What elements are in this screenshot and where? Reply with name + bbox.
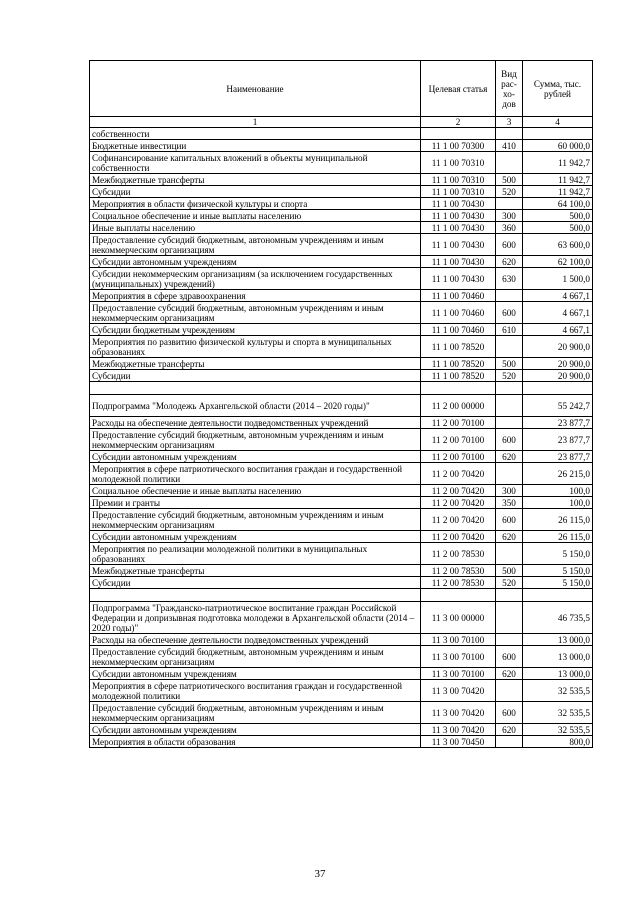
row-expense-type <box>496 602 523 634</box>
row-sum: 26 115,0 <box>523 531 593 543</box>
row-expense-type: 620 <box>496 451 523 463</box>
row-target-code: 11 2 00 78530 <box>421 543 496 565</box>
row-expense-type: 600 <box>496 234 523 256</box>
table-row <box>90 256 593 268</box>
row-target-code <box>421 382 496 395</box>
table-row <box>90 509 593 531</box>
row-sum: 4 667,1 <box>523 324 593 336</box>
table-row <box>90 395 593 417</box>
row-sum: 5 150,0 <box>523 577 593 589</box>
row-target-code: 11 2 00 70420 <box>421 509 496 531</box>
table-row <box>90 724 593 736</box>
table-row <box>90 417 593 429</box>
row-expense-type: 520 <box>496 186 523 198</box>
table-row <box>90 463 593 485</box>
row-target-code: 11 3 00 70420 <box>421 724 496 736</box>
row-expense-type: 300 <box>496 210 523 222</box>
row-sum: 100,0 <box>523 497 593 509</box>
row-target-code: 11 2 00 70100 <box>421 429 496 451</box>
row-expense-type <box>496 290 523 302</box>
row-expense-type: 620 <box>496 724 523 736</box>
row-target-code: 11 2 00 00000 <box>421 395 496 417</box>
row-expense-type: 620 <box>496 668 523 680</box>
table-row <box>90 128 593 140</box>
table-row <box>90 210 593 222</box>
table-row <box>90 358 593 370</box>
table-row <box>90 485 593 497</box>
row-sum: 5 150,0 <box>523 565 593 577</box>
row-target-code: 11 2 00 78530 <box>421 565 496 577</box>
header-sum: Сумма, тыс. рублей <box>523 61 593 117</box>
row-name: Предоставление субсидий бюджетным, автономным учреждениям и иным некоммерческим организациям <box>90 509 421 531</box>
table-row <box>90 186 593 198</box>
row-expense-type <box>496 589 523 602</box>
row-name: Субсидии <box>90 186 421 198</box>
row-name: Субсидии автономным учреждениям <box>90 531 421 543</box>
row-name: Субсидии бюджетным учреждениям <box>90 324 421 336</box>
row-expense-type: 630 <box>496 268 523 290</box>
row-sum: 13 000,0 <box>523 646 593 668</box>
row-target-code: 11 3 00 70420 <box>421 680 496 702</box>
table-row <box>90 577 593 589</box>
row-name: Межбюджетные трансферты <box>90 358 421 370</box>
row-name: Субсидии автономным учреждениям <box>90 724 421 736</box>
row-sum: 500,0 <box>523 222 593 234</box>
row-expense-type <box>496 543 523 565</box>
row-sum: 32 535,5 <box>523 702 593 724</box>
table-row <box>90 234 593 256</box>
row-target-code: 11 1 00 70300 <box>421 140 496 152</box>
table-row <box>90 152 593 174</box>
row-sum: 20 900,0 <box>523 336 593 358</box>
row-sum: 32 535,5 <box>523 724 593 736</box>
row-target-code: 11 2 00 78530 <box>421 577 496 589</box>
table-row <box>90 382 593 395</box>
row-name: Мероприятия в сфере здравоохранения <box>90 290 421 302</box>
row-expense-type <box>496 382 523 395</box>
table-row <box>90 290 593 302</box>
row-name: Социальное обеспечение и иные выплаты населению <box>90 485 421 497</box>
row-expense-type <box>496 198 523 210</box>
row-expense-type <box>496 680 523 702</box>
budget-table <box>89 60 593 748</box>
row-target-code: 11 1 00 78520 <box>421 336 496 358</box>
row-sum: 23 877,7 <box>523 417 593 429</box>
table-row <box>90 736 593 748</box>
table-row <box>90 336 593 358</box>
table-row <box>90 543 593 565</box>
table-row <box>90 302 593 324</box>
row-sum: 46 735,5 <box>523 602 593 634</box>
table-row <box>90 370 593 382</box>
row-expense-type <box>496 463 523 485</box>
row-target-code: 11 2 00 70420 <box>421 463 496 485</box>
row-target-code: 11 1 00 78520 <box>421 370 496 382</box>
row-name: Предоставление субсидий бюджетным, автономным учреждениям и иным некоммерческим организациям <box>90 429 421 451</box>
column-number: 4 <box>523 117 593 128</box>
row-name: Предоставление субсидий бюджетным, автономным учреждениям и иным некоммерческим организациям <box>90 302 421 324</box>
row-name: Иные выплаты населению <box>90 222 421 234</box>
row-sum: 20 900,0 <box>523 370 593 382</box>
row-expense-type: 600 <box>496 702 523 724</box>
row-name: Мероприятия по развитию физической культуры и спорта в муниципальных образованиях <box>90 336 421 358</box>
row-expense-type <box>496 736 523 748</box>
table-row <box>90 174 593 186</box>
row-sum: 4 667,1 <box>523 290 593 302</box>
row-sum: 1 500,0 <box>523 268 593 290</box>
table-body <box>90 128 593 748</box>
table-row <box>90 680 593 702</box>
table-row <box>90 634 593 646</box>
row-target-code: 11 3 00 70420 <box>421 702 496 724</box>
row-sum: 4 667,1 <box>523 302 593 324</box>
row-target-code: 11 3 00 70100 <box>421 634 496 646</box>
row-target-code: 11 2 00 70100 <box>421 417 496 429</box>
row-target-code: 11 1 00 70460 <box>421 324 496 336</box>
row-name: Межбюджетные трансферты <box>90 174 421 186</box>
row-name: Мероприятия в области физической культуры и спорта <box>90 198 421 210</box>
row-expense-type <box>496 634 523 646</box>
row-expense-type: 520 <box>496 370 523 382</box>
row-target-code: 11 1 00 70430 <box>421 256 496 268</box>
row-target-code: 11 1 00 70430 <box>421 198 496 210</box>
row-expense-type: 360 <box>496 222 523 234</box>
table-row <box>90 268 593 290</box>
row-sum: 800,0 <box>523 736 593 748</box>
row-expense-type: 600 <box>496 509 523 531</box>
row-sum: 11 942,7 <box>523 152 593 174</box>
row-sum: 32 535,5 <box>523 680 593 702</box>
row-name: собственности <box>90 128 421 140</box>
row-expense-type: 500 <box>496 174 523 186</box>
row-name: Расходы на обеспечение деятельности подведомственных учреждений <box>90 634 421 646</box>
row-target-code: 11 3 00 70100 <box>421 646 496 668</box>
row-name: Субсидии автономным учреждениям <box>90 256 421 268</box>
row-name: Софинансирование капитальных вложений в объекты муниципальной собственности <box>90 152 421 174</box>
row-name: Субсидии некоммерческим организациям (за исключением государственных (муниципальных) учреждений) <box>90 268 421 290</box>
table-row <box>90 451 593 463</box>
row-sum: 100,0 <box>523 485 593 497</box>
row-sum: 60 000,0 <box>523 140 593 152</box>
column-number: 1 <box>90 117 421 128</box>
row-name <box>90 382 421 395</box>
row-expense-type: 620 <box>496 256 523 268</box>
table-row <box>90 222 593 234</box>
column-number-row <box>90 117 593 128</box>
header-row <box>90 61 593 117</box>
row-name: Бюджетные инвестиции <box>90 140 421 152</box>
row-expense-type <box>496 395 523 417</box>
row-target-code: 11 1 00 70430 <box>421 222 496 234</box>
row-name: Социальное обеспечение и иные выплаты населению <box>90 210 421 222</box>
row-sum: 26 115,0 <box>523 509 593 531</box>
row-expense-type <box>496 417 523 429</box>
row-target-code <box>421 128 496 140</box>
header-expense-type: Вид рас-хо-дов <box>496 61 523 117</box>
table-row <box>90 589 593 602</box>
row-target-code: 11 2 00 70420 <box>421 497 496 509</box>
row-expense-type: 300 <box>496 485 523 497</box>
row-name: Мероприятия в сфере патриотического воспитания граждан и государственной молодежной политики <box>90 463 421 485</box>
row-sum: 5 150,0 <box>523 543 593 565</box>
row-target-code: 11 3 00 70100 <box>421 668 496 680</box>
row-name: Межбюджетные трансферты <box>90 565 421 577</box>
row-name: Субсидии автономным учреждениям <box>90 451 421 463</box>
row-name: Расходы на обеспечение деятельности подведомственных учреждений <box>90 417 421 429</box>
row-sum <box>523 128 593 140</box>
row-sum: 500,0 <box>523 210 593 222</box>
row-target-code: 11 1 00 70310 <box>421 186 496 198</box>
table-row <box>90 198 593 210</box>
row-expense-type: 410 <box>496 140 523 152</box>
table-row <box>90 646 593 668</box>
header-name: Наименование <box>90 61 421 117</box>
row-expense-type: 600 <box>496 302 523 324</box>
row-sum: 11 942,7 <box>523 174 593 186</box>
row-expense-type <box>496 336 523 358</box>
table-row <box>90 702 593 724</box>
table-row <box>90 324 593 336</box>
column-number: 3 <box>496 117 523 128</box>
table-row <box>90 668 593 680</box>
row-target-code: 11 1 00 70430 <box>421 268 496 290</box>
row-target-code: 11 1 00 78520 <box>421 358 496 370</box>
row-sum: 62 100,0 <box>523 256 593 268</box>
row-sum: 13 000,0 <box>523 668 593 680</box>
row-target-code: 11 1 00 70460 <box>421 302 496 324</box>
row-target-code <box>421 589 496 602</box>
page-number: 37 <box>314 868 326 880</box>
row-name: Подпрограмма "Молодежь Архангельской области (2014 – 2020 годы)" <box>90 395 421 417</box>
row-expense-type: 600 <box>496 646 523 668</box>
row-target-code: 11 3 00 00000 <box>421 602 496 634</box>
row-target-code: 11 1 00 70310 <box>421 174 496 186</box>
row-name: Субсидии <box>90 577 421 589</box>
table-row <box>90 429 593 451</box>
row-expense-type: 620 <box>496 531 523 543</box>
row-sum: 63 600,0 <box>523 234 593 256</box>
row-expense-type <box>496 128 523 140</box>
row-sum <box>523 382 593 395</box>
row-name: Субсидии автономным учреждениям <box>90 668 421 680</box>
row-name: Мероприятия по реализации молодежной политики в муниципальных образованиях <box>90 543 421 565</box>
row-name: Предоставление субсидий бюджетным, автономным учреждениям и иным некоммерческим организациям <box>90 234 421 256</box>
row-name <box>90 589 421 602</box>
row-sum: 55 242,7 <box>523 395 593 417</box>
table-row <box>90 531 593 543</box>
row-sum: 23 877,7 <box>523 429 593 451</box>
header-target: Целевая статья <box>421 61 496 117</box>
row-target-code: 11 3 00 70450 <box>421 736 496 748</box>
row-name: Подпрограмма "Гражданско-патриотическое воспитание граждан Российской Федерации и допризывная подготовка молодежи в Архангельской области (2014 – 2020 годы)" <box>90 602 421 634</box>
row-name: Мероприятия в сфере патриотического воспитания граждан и государственной молодежной политики <box>90 680 421 702</box>
row-sum: 11 942,7 <box>523 186 593 198</box>
row-expense-type: 500 <box>496 565 523 577</box>
column-number: 2 <box>421 117 496 128</box>
row-sum: 13 000,0 <box>523 634 593 646</box>
table-row <box>90 497 593 509</box>
row-sum: 26 215,0 <box>523 463 593 485</box>
row-sum: 23 877,7 <box>523 451 593 463</box>
row-target-code: 11 1 00 70460 <box>421 290 496 302</box>
row-expense-type <box>496 152 523 174</box>
row-name: Предоставление субсидий бюджетным, автономным учреждениям и иным некоммерческим организациям <box>90 646 421 668</box>
row-expense-type: 600 <box>496 429 523 451</box>
row-name: Мероприятия в области образования <box>90 736 421 748</box>
row-target-code: 11 1 00 70430 <box>421 210 496 222</box>
row-expense-type: 350 <box>496 497 523 509</box>
row-name: Предоставление субсидий бюджетным, автономным учреждениям и иным некоммерческим организациям <box>90 702 421 724</box>
row-target-code: 11 2 00 70420 <box>421 485 496 497</box>
row-sum <box>523 589 593 602</box>
table-row <box>90 602 593 634</box>
row-sum: 64 100,0 <box>523 198 593 210</box>
table-row <box>90 565 593 577</box>
table-row <box>90 140 593 152</box>
row-target-code: 11 2 00 70420 <box>421 531 496 543</box>
row-sum: 20 900,0 <box>523 358 593 370</box>
row-name: Субсидии <box>90 370 421 382</box>
row-expense-type: 500 <box>496 358 523 370</box>
row-name: Премии и гранты <box>90 497 421 509</box>
row-target-code: 11 1 00 70310 <box>421 152 496 174</box>
row-expense-type: 610 <box>496 324 523 336</box>
row-target-code: 11 1 00 70430 <box>421 234 496 256</box>
row-expense-type: 520 <box>496 577 523 589</box>
row-target-code: 11 2 00 70100 <box>421 451 496 463</box>
